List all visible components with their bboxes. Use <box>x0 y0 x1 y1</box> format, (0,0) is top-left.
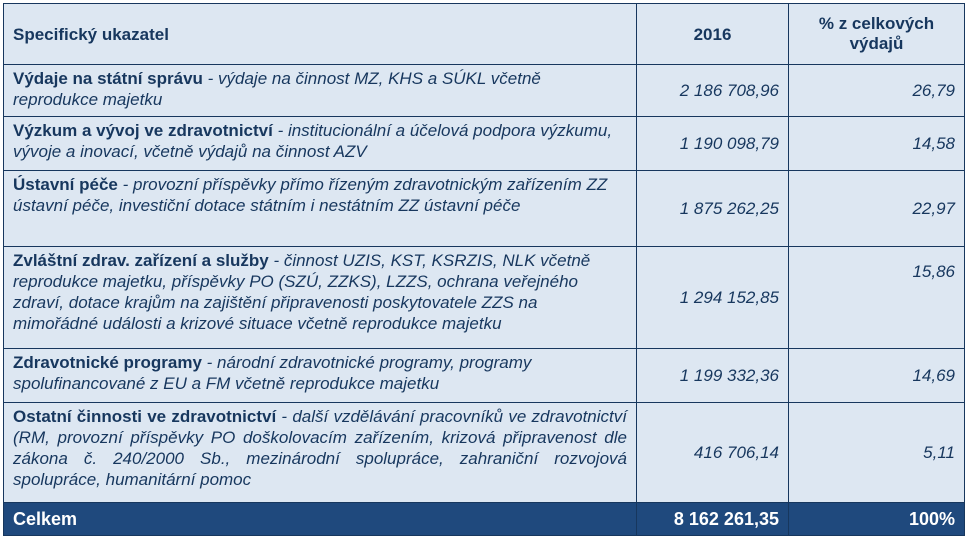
row-label-cell <box>4 117 637 171</box>
total-value: 8 162 261,35 <box>637 503 789 536</box>
table-row <box>4 117 965 171</box>
table-row <box>4 403 965 503</box>
total-share: 100% <box>789 503 965 536</box>
row-title: Zdravotnické programy <box>13 353 202 372</box>
row-description: - provozní příspěvky přímo řízeným zdravotnickým zařízením ZZ ústavní péče, investiční dotace státním i nestátním ZZ ústavní péče <box>13 175 608 215</box>
row-value: 2 186 708,96 <box>637 65 789 117</box>
header-row <box>4 4 965 65</box>
row-value: 416 706,14 <box>637 403 789 503</box>
table-row <box>4 247 965 349</box>
table-row <box>4 65 965 117</box>
header-year: 2016 <box>637 4 789 65</box>
row-share: 14,58 <box>789 117 965 171</box>
expenditure-table <box>3 3 965 536</box>
row-label-cell <box>4 247 637 349</box>
row-share: 5,11 <box>789 403 965 503</box>
row-share: 14,69 <box>789 349 965 403</box>
row-label-cell <box>4 349 637 403</box>
header-share: % z celkových výdajů <box>789 4 965 65</box>
row-share: 26,79 <box>789 65 965 117</box>
row-description: - činnost UZIS, KST, KSRZIS, NLK včetně reprodukce majetku, příspěvky PO (SZÚ, ZZKS), LZZS, ochrana veřejného zdraví, dotace krajům na zajištění připravenosti poskytovatele ZZS na mimořádné události a krizové situace včetně reprodukce majetku <box>13 251 591 333</box>
row-value: 1 294 152,85 <box>637 247 789 349</box>
row-title: Ústavní péče <box>13 175 118 194</box>
row-share: 15,86 <box>789 247 965 349</box>
row-label-cell <box>4 171 637 247</box>
row-title: Zvláštní zdrav. zařízení a služby <box>13 251 269 270</box>
table-row <box>4 349 965 403</box>
table-row <box>4 171 965 247</box>
row-title: Ostatní činnosti ve zdravotnictví <box>13 407 277 426</box>
row-label-cell <box>4 403 637 503</box>
row-value: 1 875 262,25 <box>637 171 789 247</box>
row-description: - institucionální a účelová podpora výzkumu, vývoje a inovací, včetně výdajů na činnost AZV <box>13 121 613 161</box>
row-value: 1 190 098,79 <box>637 117 789 171</box>
row-description: - výdaje na činnost MZ, KHS a SÚKL včetně reprodukce majetku <box>13 69 541 109</box>
total-label: Celkem <box>4 503 637 536</box>
row-label-cell <box>4 65 637 117</box>
row-description: - další vzdělávání pracovníků ve zdravotnictví (RM, provozní příspěvky PO doškolovacím zařízením, krizová připravenost dle zákona č. 240/2000 Sb., mezinárodní spolupráce, zahraniční rozvojová spolupráce, humanitární pomoc <box>13 407 627 489</box>
header-indicator: Specifický ukazatel <box>4 4 637 65</box>
row-share: 22,97 <box>789 171 965 247</box>
row-value: 1 199 332,36 <box>637 349 789 403</box>
row-title: Výdaje na státní správu <box>13 69 203 88</box>
row-title: Výzkum a vývoj ve zdravotnictví <box>13 121 273 140</box>
row-description: - národní zdravotnické programy, programy spolufinancované z EU a FM včetně reprodukce majetku <box>13 353 532 393</box>
total-row <box>4 503 965 536</box>
